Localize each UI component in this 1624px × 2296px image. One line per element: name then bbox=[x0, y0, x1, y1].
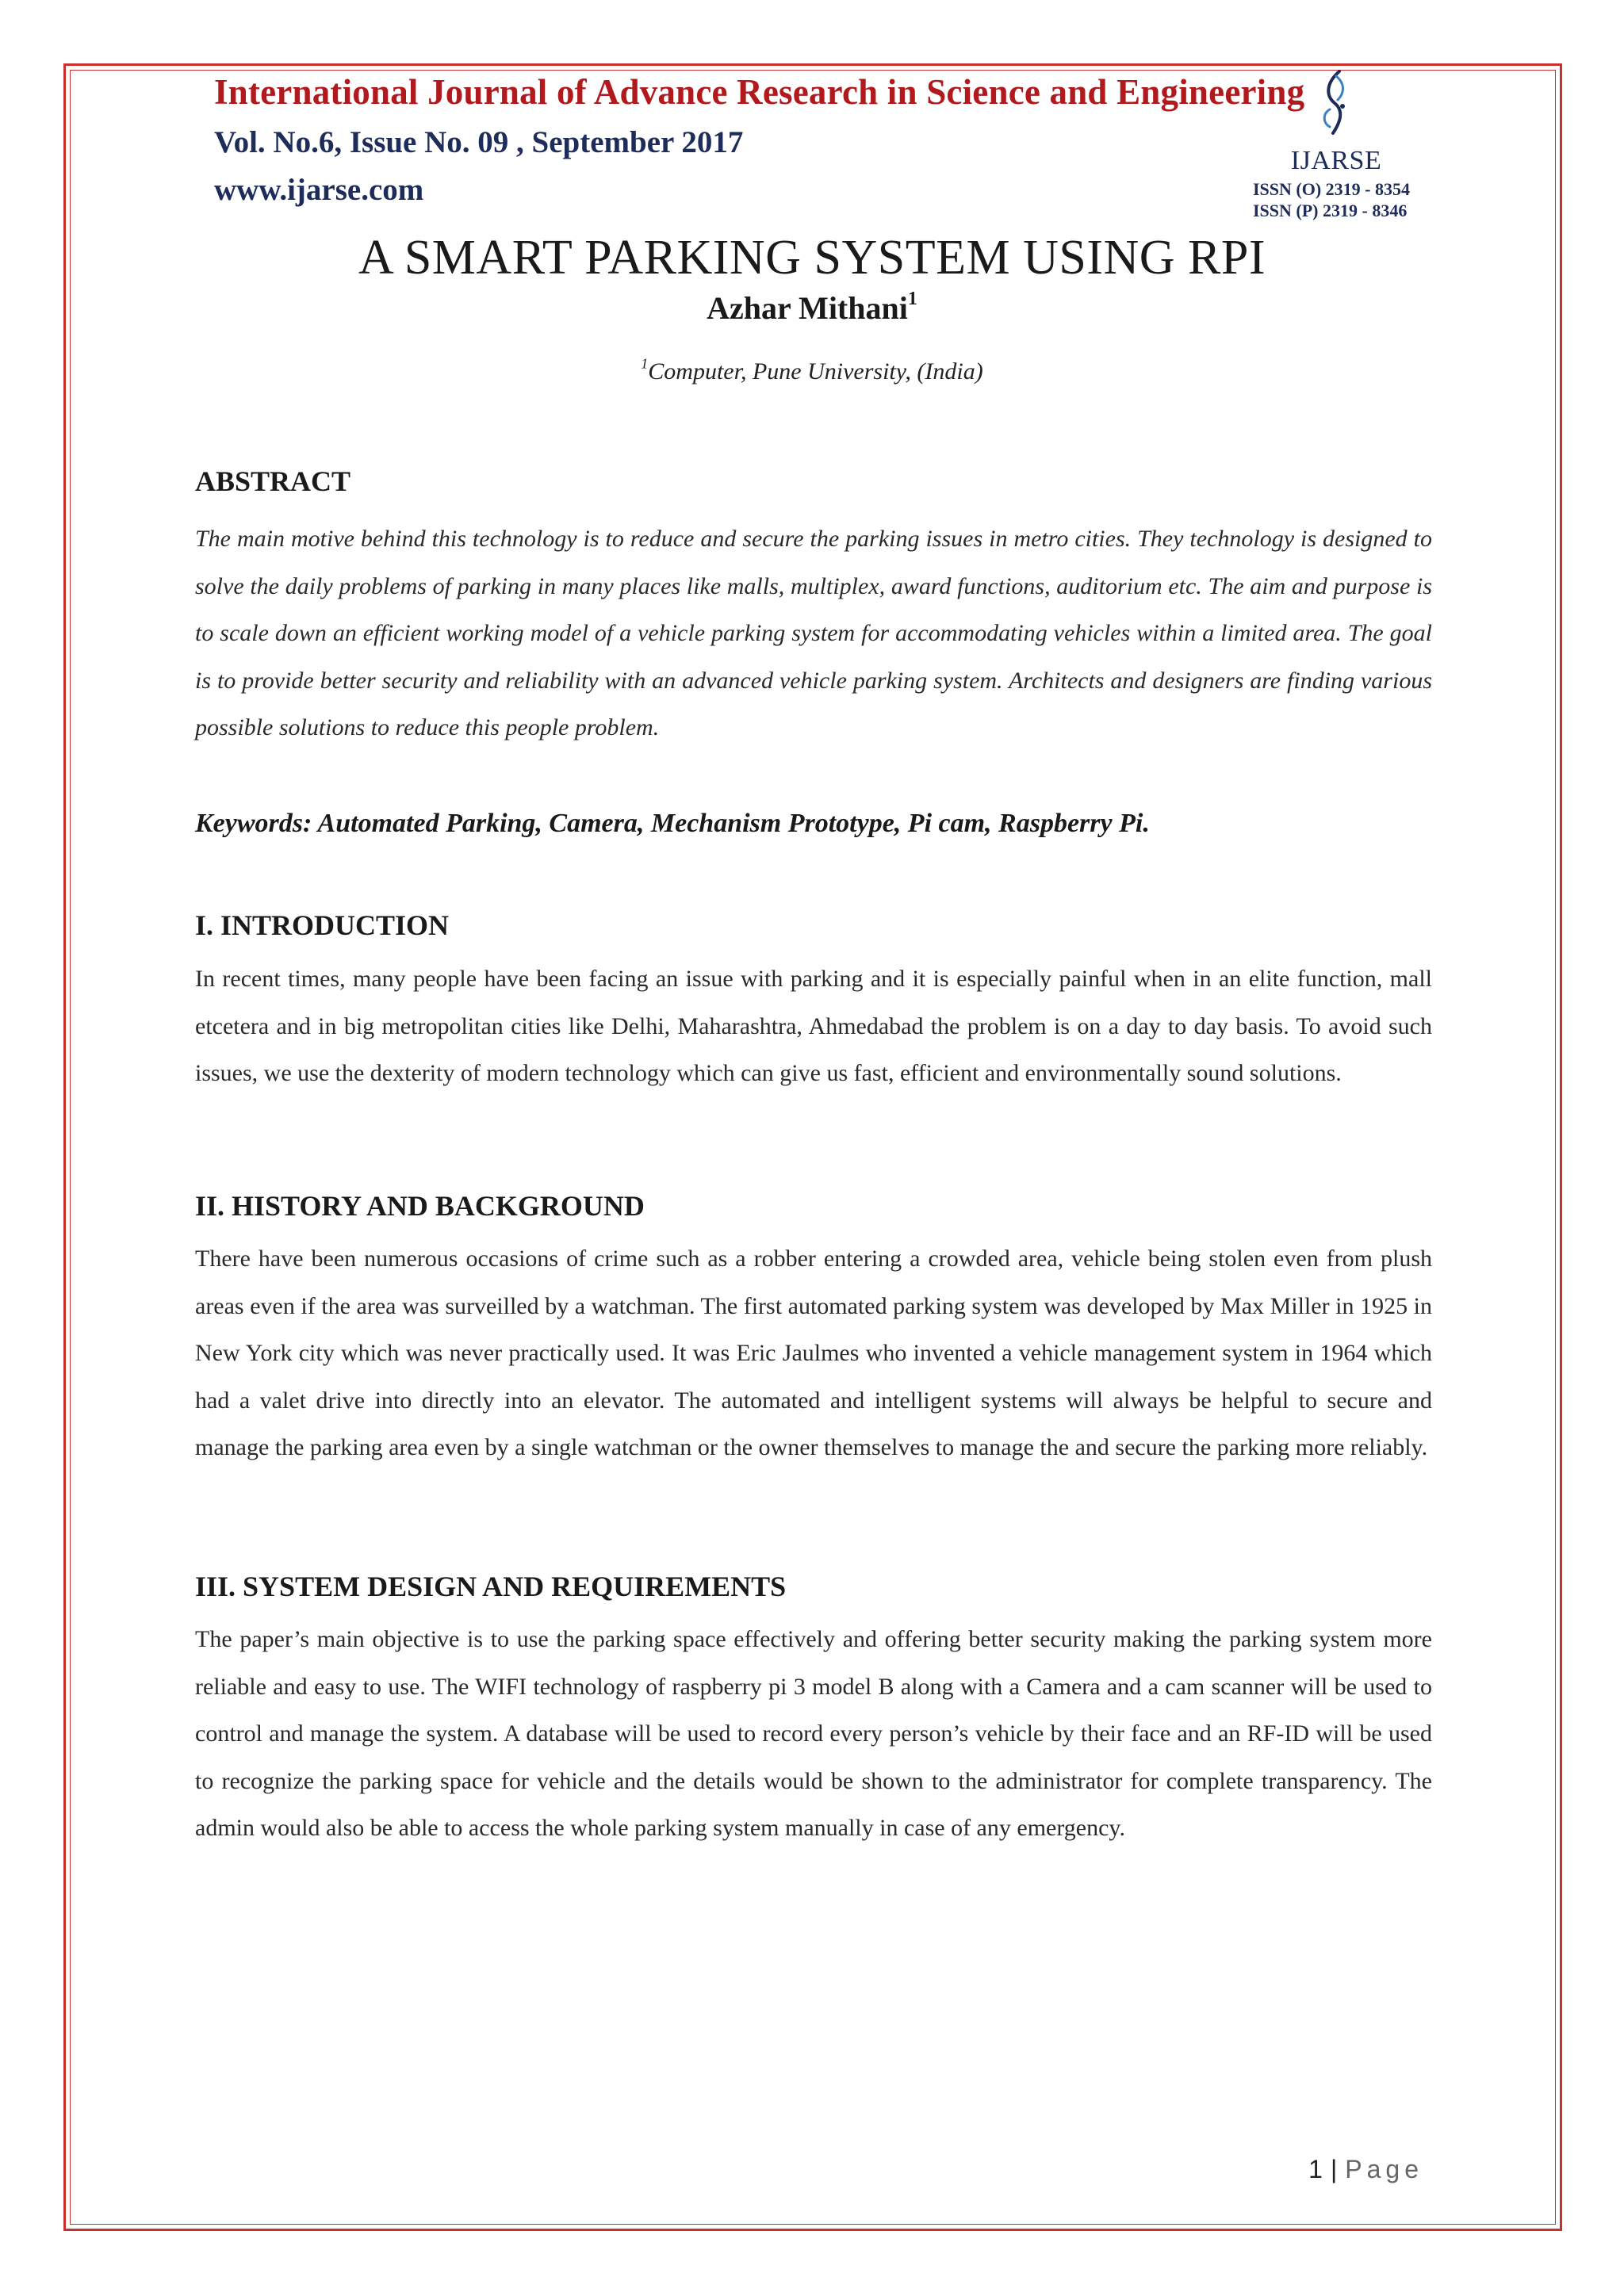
issn-online: ISSN (O) 2319 - 8354 bbox=[1253, 179, 1411, 199]
page-number-separator: | bbox=[1330, 2155, 1338, 2183]
system-design-text: The paper’s main objective is to use the parking space effectively and offering better security making the parking system more reliable and easy to use. The WIFI technology of raspberry pi 3 model B along with a Camera and a cam scanner will be used to control and manage the system. A database will be used to record every person’s vehicle by their face and an RF-ID will be used to recognize the parking space for vehicle and the details would be shown to the administrator for complete transparency. The admin would also be able to access the whole parking system manually in case of any emergency. bbox=[195, 1626, 1432, 1841]
author-affiliation bbox=[0, 355, 1624, 385]
ijarse-logo-icon bbox=[1319, 70, 1354, 136]
introduction-text: In recent times, many people have been facing an issue with parking and it is especially painful when in an elite function, mall etcetera and in big metropolitan cities like Delhi, Maharashtra, Ahmedabad the problem is on a day to day basis. To avoid such issues, we use the dexterity of modern technology which can give us fast, efficient and environmentally sound solutions. bbox=[195, 966, 1432, 1086]
issn-print: ISSN (P) 2319 - 8346 bbox=[1253, 201, 1408, 220]
affiliation-text: Computer, Pune University, (India) bbox=[648, 358, 983, 385]
history-text: There have been numerous occasions of crime such as a robber entering a crowded area, vehicle being stolen even from plush areas even if the area was surveilled by a watchman. The first automated parking system was developed by Max Miller in 1925 in New York city which was never practically used. It was Eric Jaulmes who invented a vehicle management system in 1964 which had a valet drive into directly into an elevator. The automated and intelligent systems will always be helpful to secure and manage the parking area even by a single watchman or the owner themselves to manage the and secure the parking more reliably. bbox=[195, 1246, 1432, 1460]
abstract-text: The main motive behind this technology is to reduce and secure the parking issues in metro cities. They technology is designed to solve the daily problems of parking in many places like malls, multiplex, award functions, auditorium etc. The aim and purpose is to scale down an efficient working model of a vehicle parking system for accommodating vehicles within a limited area. The goal is to provide better security and reliability with an advanced vehicle parking system. Architects and designers are finding various possible solutions to reduce this people problem. bbox=[195, 526, 1432, 740]
journal-title: International Journal of Advance Research in Science and Engineering bbox=[214, 72, 1305, 112]
page-label: Page bbox=[1345, 2155, 1423, 2183]
logo-text: IJARSE bbox=[1290, 146, 1382, 175]
abstract-heading: ABSTRACT bbox=[195, 465, 351, 497]
page-border-inner bbox=[70, 70, 1556, 2225]
system-design-heading: III. SYSTEM DESIGN AND REQUIREMENTS bbox=[195, 1571, 787, 1602]
introduction-heading: I. INTRODUCTION bbox=[195, 909, 450, 941]
author-name bbox=[0, 289, 1624, 327]
affiliation-superscript: 1 bbox=[641, 355, 649, 372]
journal-website-link[interactable]: www.ijarse.com bbox=[214, 173, 424, 207]
page-number bbox=[1269, 2155, 1423, 2184]
author-name-text: Azhar Mithani bbox=[707, 290, 908, 326]
journal-volume-issue: Vol. No.6, Issue No. 09 , September 2017 bbox=[214, 125, 744, 159]
page-number-value: 1 bbox=[1308, 2155, 1323, 2183]
journal-logo bbox=[1225, 70, 1447, 220]
paper-title: A SMART PARKING SYSTEM USING RPI bbox=[358, 231, 1266, 285]
author-superscript: 1 bbox=[907, 289, 917, 309]
history-heading: II. HISTORY AND BACKGROUND bbox=[195, 1190, 645, 1222]
keywords: Keywords: Automated Parking, Camera, Mechanism Prototype, Pi cam, Raspberry Pi. bbox=[195, 809, 1150, 838]
